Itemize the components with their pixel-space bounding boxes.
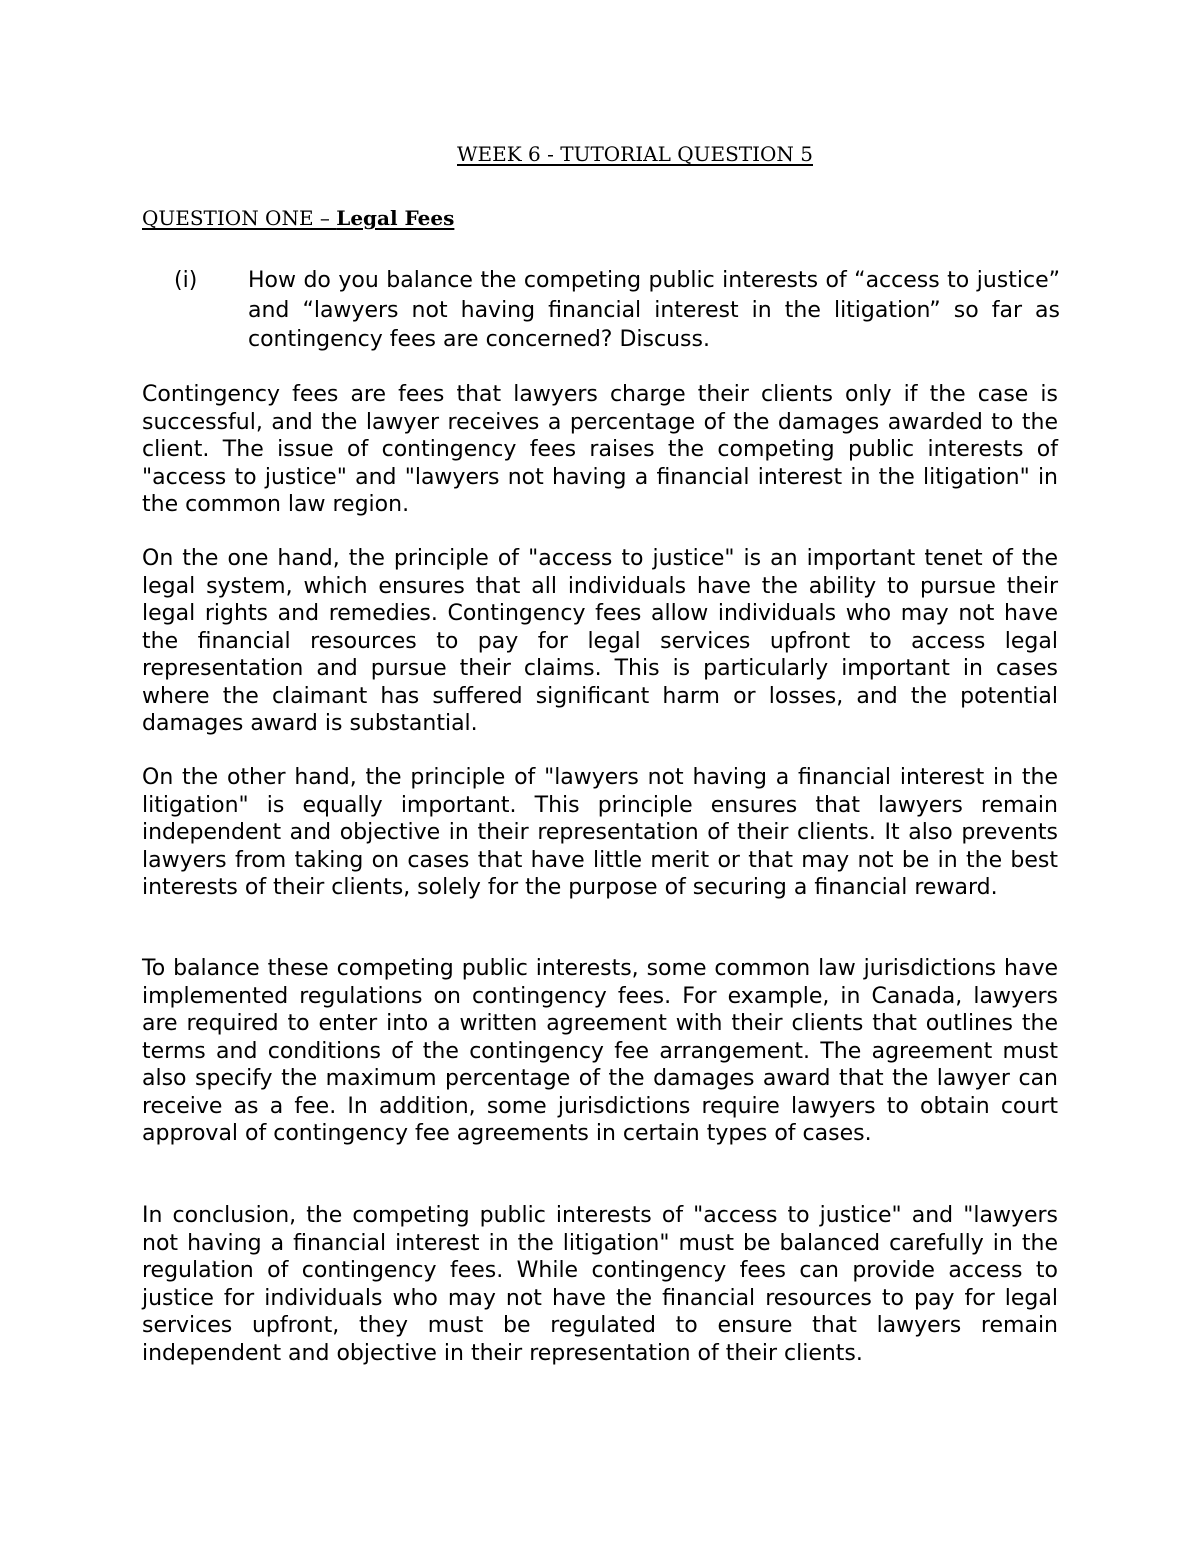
question-heading (142, 206, 454, 230)
answer-paragraph-financial-interest: On the other hand, the principle of "lawyers not having a financial interest in the litigation" is equally important. This principle ensures that lawyers remain independent and objective in their representation of their clients. It also prevents lawyers from taking on cases that have little merit or that may not be in the best interests of their clients, solely for the purpose of securing a financial reward. (142, 765, 1058, 900)
sub-question (142, 266, 1060, 355)
document-title: WEEK 6 - TUTORIAL QUESTION 5 (457, 142, 813, 166)
answer-paragraph-access-to-justice: On the one hand, the principle of "access to justice" is an important tenet of the legal system, which ensures that all individuals have the ability to pursue their legal rights and remedies. Contingency fees allow individuals who may not have the financial resources to pay for legal services upfront to access legal representation and pursue their claims. This is particularly important in cases where the claimant has suffered significant harm or losses, and the potential damages award is substantial. (142, 546, 1058, 736)
sub-question-text: How do you balance the competing public interests of “access to justice” and “lawyers not having financial interest in the litigation” so far as contingency fees are concerned? Discuss. (248, 268, 1060, 352)
sub-question-number: (i) (174, 268, 198, 293)
answer-paragraph-conclusion: In conclusion, the competing public interests of "access to justice" and "lawyers not having a financial interest in the litigation" must be balanced carefully in the regulation of contingency fees. While contingency fees can provide access to justice for individuals who may not have the financial resources to pay for legal services upfront, they must be regulated to ensure that lawyers remain independent and objective in their representation of their clients. (142, 1203, 1058, 1366)
answer-paragraph-balancing: To balance these competing public interests, some common law jurisdictions have implemented regulations on contingency fees. For example, in Canada, lawyers are required to enter into a written agreement with their clients that outlines the terms and conditions of the contingency fee arrangement. The agreement must also specify the maximum percentage of the damages award that the lawyer can receive as a fee. In addition, some jurisdictions require lawyers to obtain court approval of contingency fee agreements in certain types of cases. (142, 956, 1058, 1146)
question-heading-topic: Legal Fees (336, 206, 455, 230)
question-heading-prefix: QUESTION ONE – (142, 206, 337, 230)
answer-paragraph-definition: Contingency fees are fees that lawyers charge their clients only if the case is successful, and the lawyer receives a percentage of the damages awarded to the client. The issue of contingency fees raises the competing public interests of "access to justice" and "lawyers not having a financial interest in the litigation" in the common law region. (142, 382, 1058, 517)
